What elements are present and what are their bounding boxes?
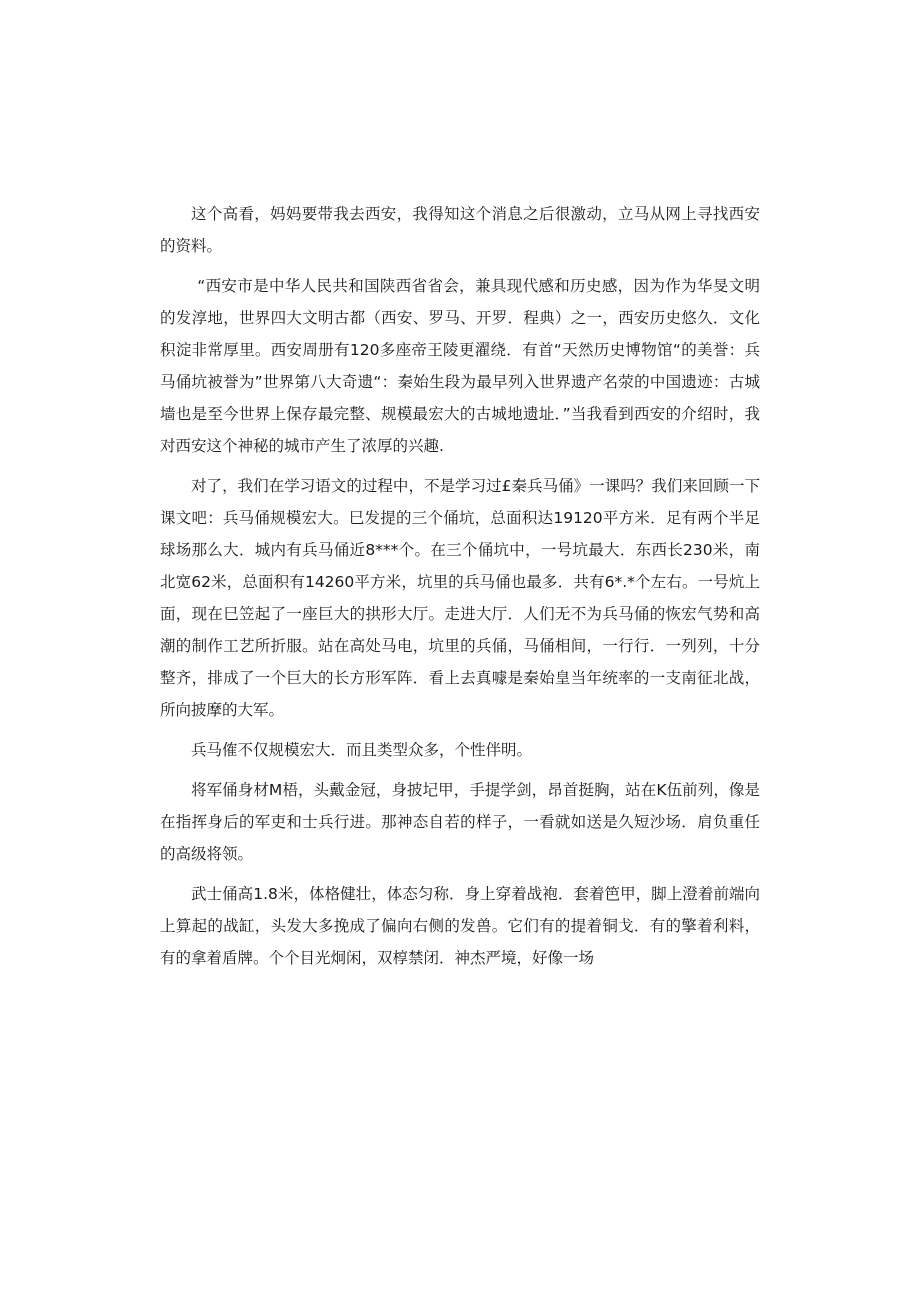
document-body (160, 198, 760, 982)
paragraph-xian-quote: “西安市是中华人民共和国陕西省省会，兼具现代感和历史感，因为作为华旻文明的发淳地，世界四大文明古都（西安、罗马、开罗．程典）之一，西安历史悠久．文化积淀非常厚里。西安周册有120多座帝王陵更濯绕．有首“天然历史博物馆“的美誉：兵马俑坑被誉为”世界第八大奇遗“：秦始生段为最早列入世界遗产名荥的中国遗迹：古城墙也是至今世界上保存最完整、规模最宏大的古城地遗址．”当我看到西安的介绍时，我对西安这个神秘的城市产生了浓厚的兴趣. (160, 277, 760, 455)
paragraph-general-figure: 将军俑身材M梧，头戴金冠，身披圮甲，手提学剑，昂首挺胸，站在K伍前列，像是在指挥身后的军吏和士兵行进。那神态自若的样子，一看就如送是久短沙场．肩负重任的高级将领。 (160, 781, 760, 863)
paragraph-warrior-figure: 武士俑高1.8米，体格健壮，体态匀称．身上穿着战袍．套着笆甲，脚上澄着前端向上算起的战缸，头发大多挽成了偏向右侧的发兽。它们有的提着铜戈．有的擎着利料，有的拿着盾牌。个个目光炯闲，双椁禁闭．神杰严境，好像一场 (160, 885, 760, 967)
paragraph-terracotta-lesson: 对了，我们在学习语文的过程中，不是学习过£秦兵马俑》一课吗？我们来回顾一下课文吧：兵马俑规模宏大。巳发提的三个俑坑，总面积达19120平方米．足有两个半足球场那么大．城内有兵马俑近8***个。在三个俑坑中，一号坑最大．东西长230米，南北宽62米，总面积有14260平方米，坑里的兵马俑也最多．共有6*.*个左右。一号炕上面，现在巳笠起了一座巨大的拱形大厅。走进大厅．人们无不为兵马俑的恢宏气势和高潮的制作工艺所折服。站在高处马电，坑里的兵俑，马俑相间，一行行．一列列，十分整齐，排成了一个巨大的长方形军阵．看上去真噱是秦始皇当年统率的一支南征北战，所向披摩的大军。 (160, 477, 760, 719)
paragraph-intro: 这个高看，妈妈要带我去西安，我得知这个消息之后很激动，立马从网上寻找西安的资料。 (160, 205, 760, 255)
paragraph-types: 兵马傕不仅规模宏大．而且类型众多，个性伴明。 (191, 741, 533, 759)
